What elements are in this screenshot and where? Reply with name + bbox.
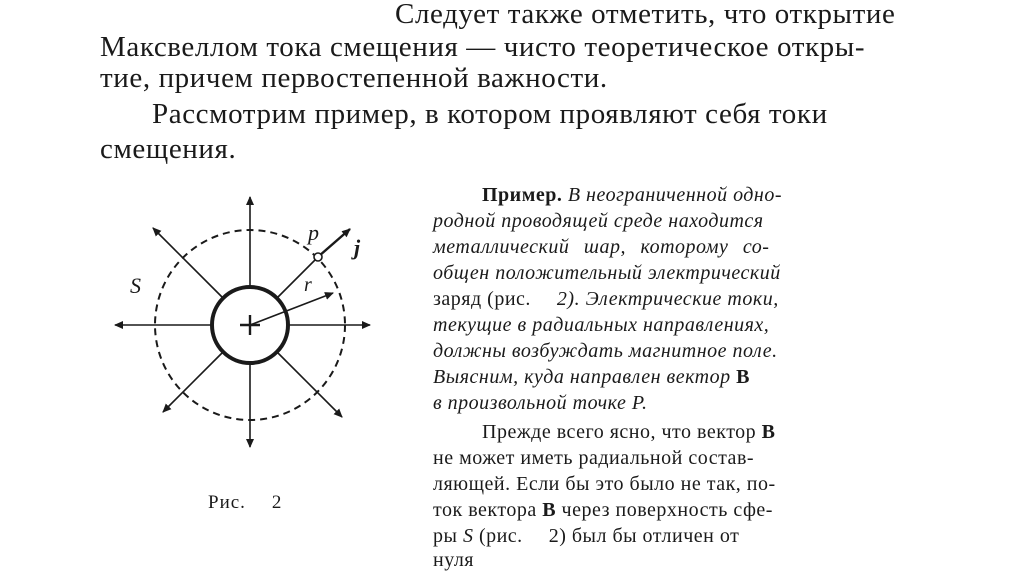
example-line-1: [482, 184, 782, 207]
paragraph2-line-5-c: (рис.: [478, 525, 523, 547]
paragraph2-line-4-c: через поверхность сфе-: [561, 499, 773, 521]
paragraph2-line-4-a: ток вектора: [433, 499, 537, 521]
example-line-3: металлический шар, которому со-: [433, 236, 770, 258]
point-p: [314, 253, 322, 261]
example-line-5-b: 2). Электрические токи,: [556, 288, 779, 310]
example-line-7: должны возбуждать магнитное поле.: [433, 340, 778, 362]
example-heading: Пример.: [482, 184, 563, 206]
caption-number: 2: [271, 492, 283, 513]
top-text-line-4: Рассмотрим пример, в котором проявляют себя токи: [152, 98, 828, 130]
paragraph2-line-6: нуля: [433, 549, 475, 571]
example-line-8: [433, 366, 750, 389]
current-density-j-arrow: [319, 229, 350, 256]
paragraph2-line-3: ляющей. Если бы это было не так, по-: [433, 473, 776, 495]
figure-caption: [208, 492, 282, 514]
paragraph2-line-5: [433, 525, 739, 548]
example-line-4: общен положительный электрический: [433, 262, 781, 284]
example-line-5: [433, 288, 779, 311]
label-r: r: [304, 274, 312, 296]
label-j: j: [354, 235, 361, 260]
example-line-8-a: Выясним, куда направлен вектор: [433, 366, 731, 388]
paragraph2-line-4: [433, 499, 773, 522]
radial-arrow-down-right: [277, 352, 342, 417]
top-text-line-2: Максвеллом тока смещения — чисто теоретическое откры-: [100, 31, 866, 63]
paragraph2-line-2: не может иметь радиальной состав-: [433, 447, 755, 469]
paragraph2-line-1-a: Прежде всего ясно, что вектор: [482, 421, 757, 443]
caption-prefix: Рис.: [208, 492, 246, 513]
example-line-6: текущие в радиальных направлениях,: [433, 314, 770, 336]
example-line-2: родной проводящей среде находится: [433, 210, 764, 232]
example-line-9: в произвольной точке P.: [433, 392, 648, 414]
top-text-line-3: тие, причем первостепенной важности.: [100, 62, 608, 94]
example-line-1-text: В неограниченной одно-: [567, 184, 783, 206]
vector-b-3: B: [542, 499, 557, 521]
label-p: p: [308, 220, 319, 245]
radial-arrow-down-left: [163, 352, 223, 412]
radial-current-figure: [110, 185, 400, 460]
paragraph2-line-5-a: ры: [433, 525, 458, 547]
paragraph2-line-1: [482, 421, 776, 444]
example-line-5-a: заряд (рис.: [433, 288, 531, 310]
label-s: S: [130, 273, 141, 298]
vector-b-1: B: [736, 366, 750, 388]
sphere-s-ref: S: [462, 525, 474, 547]
vector-b-2: B: [761, 421, 776, 443]
paragraph2-line-5-d: 2) был бы отличен от: [548, 525, 740, 547]
top-text-line-1: Следует также отметить, что открытие: [395, 0, 896, 30]
top-text-line-5: смещения.: [100, 133, 237, 165]
